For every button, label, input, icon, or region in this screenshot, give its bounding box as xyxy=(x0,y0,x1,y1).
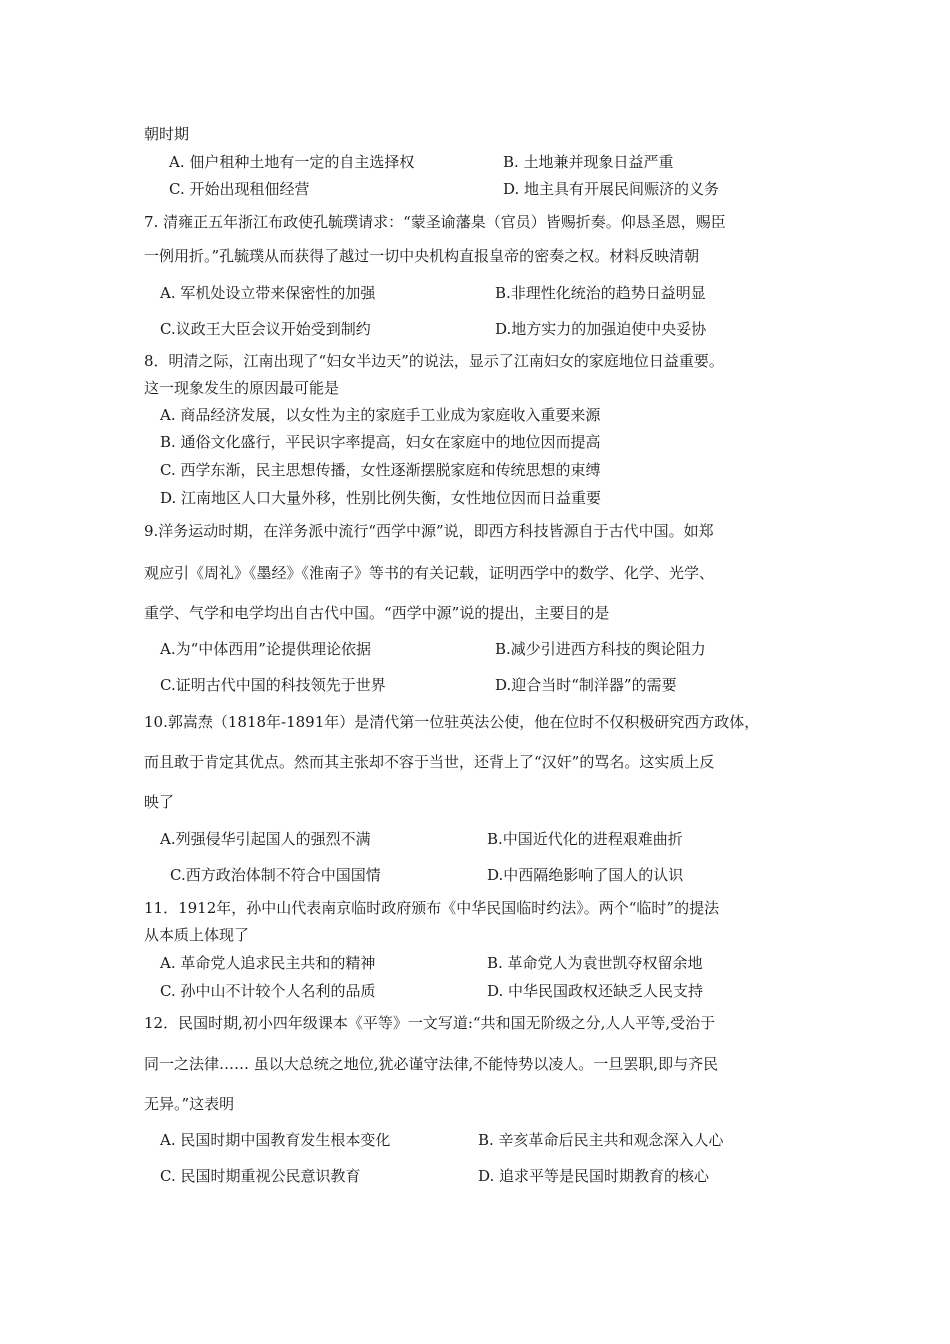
q11-option-d: D. 中华民国政权还缺乏人民支持 xyxy=(487,982,704,1000)
q7-stem-line-1: 7. 清雍正五年浙江布政使孔毓璞请求：“蒙圣谕藩臬（官员）皆赐折奏。仰恳圣恩，赐臣 xyxy=(144,213,726,231)
q7-option-c: C.议政王大臣会议开始受到制约 xyxy=(160,320,371,338)
q8-option-c: C. 西学东渐，民主思想传播，女性逐渐摆脱家庭和传统思想的束缚 xyxy=(160,461,601,479)
q7-option-b: B.非理性化统治的趋势日益明显 xyxy=(495,284,706,302)
q11-stem-line-1: 11．1912年，孙中山代表南京临时政府颁布《中华民国临时约法》。两个“临时”的提法 xyxy=(144,899,720,917)
q9-option-b: B.减少引进西方科技的舆论阻力 xyxy=(495,640,706,658)
q7-option-a: A. 军机处设立带来保密性的加强 xyxy=(160,284,376,302)
q12-stem-line-3: 无异。”这表明 xyxy=(144,1095,235,1113)
q9-stem-line-1: 9.洋务运动时期，在洋务派中流行“西学中源”说，即西方科技皆源自于古代中国。如郑 xyxy=(144,522,714,540)
q9-stem-line-3: 重学、气学和电学均出自古代中国。“西学中源”说的提出，主要目的是 xyxy=(144,604,610,622)
q9-option-a: A.为“中体西用”论提供理论依据 xyxy=(160,640,371,658)
q12-stem-line-2: 同一之法律…… 虽以大总统之地位,犹必谨守法律,不能恃势以凌人。一旦罢职,即与齐民 xyxy=(144,1055,719,1073)
q7-stem-line-2: 一例用折。”孔毓璞从而获得了越过一切中央机构直报皇帝的密奏之权。材料反映清朝 xyxy=(144,247,700,265)
q12-option-c: C. 民国时期重视公民意识教育 xyxy=(160,1167,361,1185)
q11-option-c: C. 孙中山不计较个人名利的品质 xyxy=(160,982,376,1000)
q12-option-a: A. 民国时期中国教育发生根本变化 xyxy=(160,1131,391,1149)
q10-option-d: D.中西隔绝影响了国人的认识 xyxy=(487,866,684,884)
q6-option-b: B. 土地兼并现象日益严重 xyxy=(503,153,674,171)
q8-stem-line-2: 这一现象发生的原因最可能是 xyxy=(144,379,340,397)
q9-stem-line-2: 观应引《周礼》《墨经》《淮南子》等书的有关记载，证明西学中的数学、化学、光学、 xyxy=(144,564,715,582)
q8-option-d: D. 江南地区人口大量外移，性别比例失衡，女性地位因而日益重要 xyxy=(160,489,602,507)
q12-stem-line-1: 12．民国时期,初小四年级课本《平等》一文写道:“共和国无阶级之分,人人平等,受治于 xyxy=(144,1014,716,1032)
q10-stem-line-2: 而且敢于肯定其优点。然而其主张却不容于当世，还背上了“汉奸”的骂名。这实质上反 xyxy=(144,753,715,771)
q11-stem-line-2: 从本质上体现了 xyxy=(144,926,250,944)
q8-option-b: B. 通俗文化盛行，平民识字率提高，妇女在家庭中的地位因而提高 xyxy=(160,433,601,451)
q6-option-c: C. 开始出现租佃经营 xyxy=(169,180,310,198)
q8-option-a: A. 商品经济发展，以女性为主的家庭手工业成为家庭收入重要来源 xyxy=(160,406,601,424)
question-6-continuation: 朝时期 xyxy=(144,125,190,143)
q8-stem-line-1: 8．明清之际，江南出现了“妇女半边天”的说法，显示了江南妇女的家庭地位日益重要。 xyxy=(144,352,724,370)
q11-option-b: B. 革命党人为袁世凯夺权留余地 xyxy=(487,954,703,972)
q10-option-c: C.西方政治体制不符合中国国情 xyxy=(170,866,381,884)
q10-option-b: B.中国近代化的进程艰难曲折 xyxy=(487,830,683,848)
q12-option-b: B. 辛亥革命后民主共和观念深入人心 xyxy=(478,1131,724,1149)
q10-option-a: A.列强侵华引起国人的强烈不满 xyxy=(160,830,371,848)
q11-option-a: A. 革命党人追求民主共和的精神 xyxy=(160,954,376,972)
q10-stem-line-3: 映了 xyxy=(144,793,175,811)
q7-option-d: D.地方实力的加强迫使中央妥协 xyxy=(495,320,707,338)
q9-option-d: D.迎合当时“制洋器”的需要 xyxy=(495,676,677,694)
q6-option-d: D. 地主具有开展民间赈济的义务 xyxy=(503,180,720,198)
q12-option-d: D. 追求平等是民国时期教育的核心 xyxy=(478,1167,710,1185)
q10-stem-line-1: 10.郭嵩焘（1818年-1891年）是清代第一位驻英法公使，他在位时不仅积极研究西方政体， xyxy=(144,713,760,731)
q6-option-a: A. 佃户租种土地有一定的自主选择权 xyxy=(169,153,415,171)
q9-option-c: C.证明古代中国的科技领先于世界 xyxy=(160,676,386,694)
